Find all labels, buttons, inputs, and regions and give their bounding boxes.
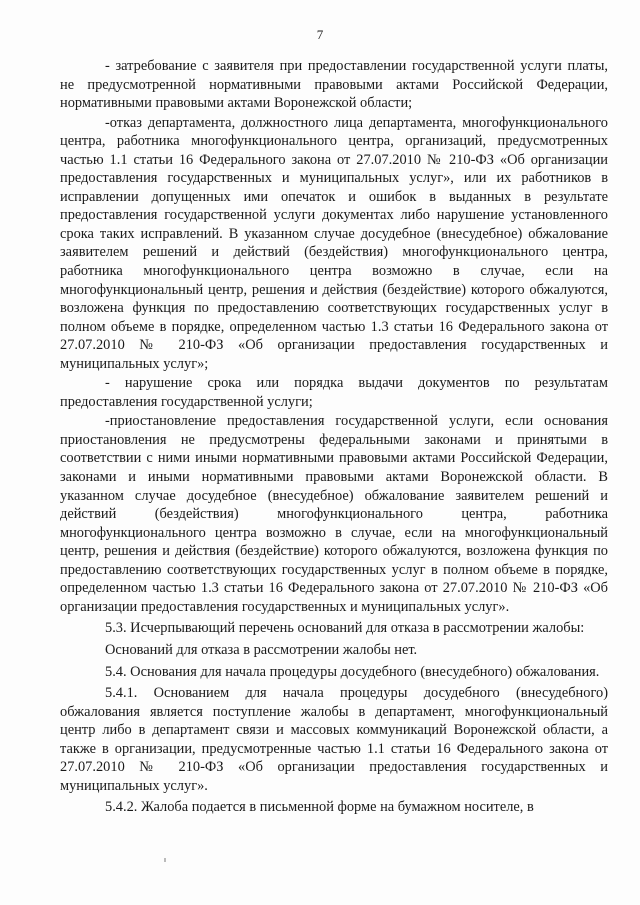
scan-artifact (164, 858, 166, 862)
section-5-3-heading: 5.3. Исчерпывающий перечень оснований для отказа в рассмотрении жалобы: (105, 620, 585, 637)
paragraph-delivery-violation: - нарушение срока или порядка выдачи документов по результатам предоставления государственной услуги; (60, 375, 608, 410)
section-5-4-1-text: 5.4.1. Основанием для начала процедуры досудебного (внесудебного) обжалования является поступление жалобы в департамент, многофункциональный центр либо в департамент связи и массовых коммуникаций Воронежской области, а также в организации, предусмотренные частью 1.1 статьи 16 Федерального закона от 27.07.2010 № 210-ФЗ «Об организации предоставления государственных и муниципальных услуг». (60, 685, 608, 794)
paragraph-suspension: -приостановление предоставления государственной услуги, если основания приостановления не предусмотрены федеральными законами и принятыми в соответствии с ними иными нормативными правовыми актами Российской Федерации, законами и иными нормативными правовыми актами Воронежской области. В указанном случае досудебное (внесудебное) обжалование заявителем решений и действий (бездействия) многофункционального центра, работника многофункционального центра возможно в случае, если на многофункциональный центр, решения и действия (бездействие) которого обжалуются, возложена функция по предоставлению соответствующих государственных услуг в полном объеме в порядке, определенном частью 1.3 статьи 16 Федерального закона от 27.07.2010 № 210-ФЗ «Об организации предоставления государственных и муниципальных услуг». (60, 413, 608, 615)
page-body (60, 57, 608, 817)
section-5-4-heading: 5.4. Основания для начала процедуры досудебного (внесудебного) обжалования. (105, 663, 600, 680)
paragraph-fee-demand: - затребование с заявителя при предоставлении государственной услуги платы, не предусмотренной нормативными правовыми актами Российской Федерации, нормативными правовыми актами Воронежской области; (60, 58, 608, 112)
page-number: 7 (316, 27, 324, 42)
paragraph-refusal-corrections: -отказ департамента, должностного лица департамента, многофункционального центра, работника многофункционального центра, организаций, предусмотренных частью 1.1 статьи 16 Федерального закона от 27.07.2010 № 210-ФЗ «Об организации предоставления государственных и муниципальных услуг», или их работников в исправлении допущенных ими опечаток и ошибок в выданных в результате предоставления государственной услуги документах либо нарушение установленного срока таких исправлений. В указанном случае досудебное (внесудебное) обжалование заявителем решений и действий (бездействия) многофункционального центра, работника многофункционального центра возможно в случае, если на многофункциональный центр, решения и действия (бездействие) которого обжалуются, возложена функция по предоставлению соответствующих государственных услуг в полном объеме в порядке, определенном частью 1.3 статьи 16 Федерального закона от 27.07.2010 № 210-ФЗ «Об организации предоставления государственных и муниципальных услуг»; (60, 114, 608, 372)
section-5-3-text: Оснований для отказа в рассмотрении жалобы нет. (105, 641, 418, 658)
section-5-4-2-text: 5.4.2. Жалоба подается в письменной форме на бумажном носителе, в (105, 799, 534, 816)
